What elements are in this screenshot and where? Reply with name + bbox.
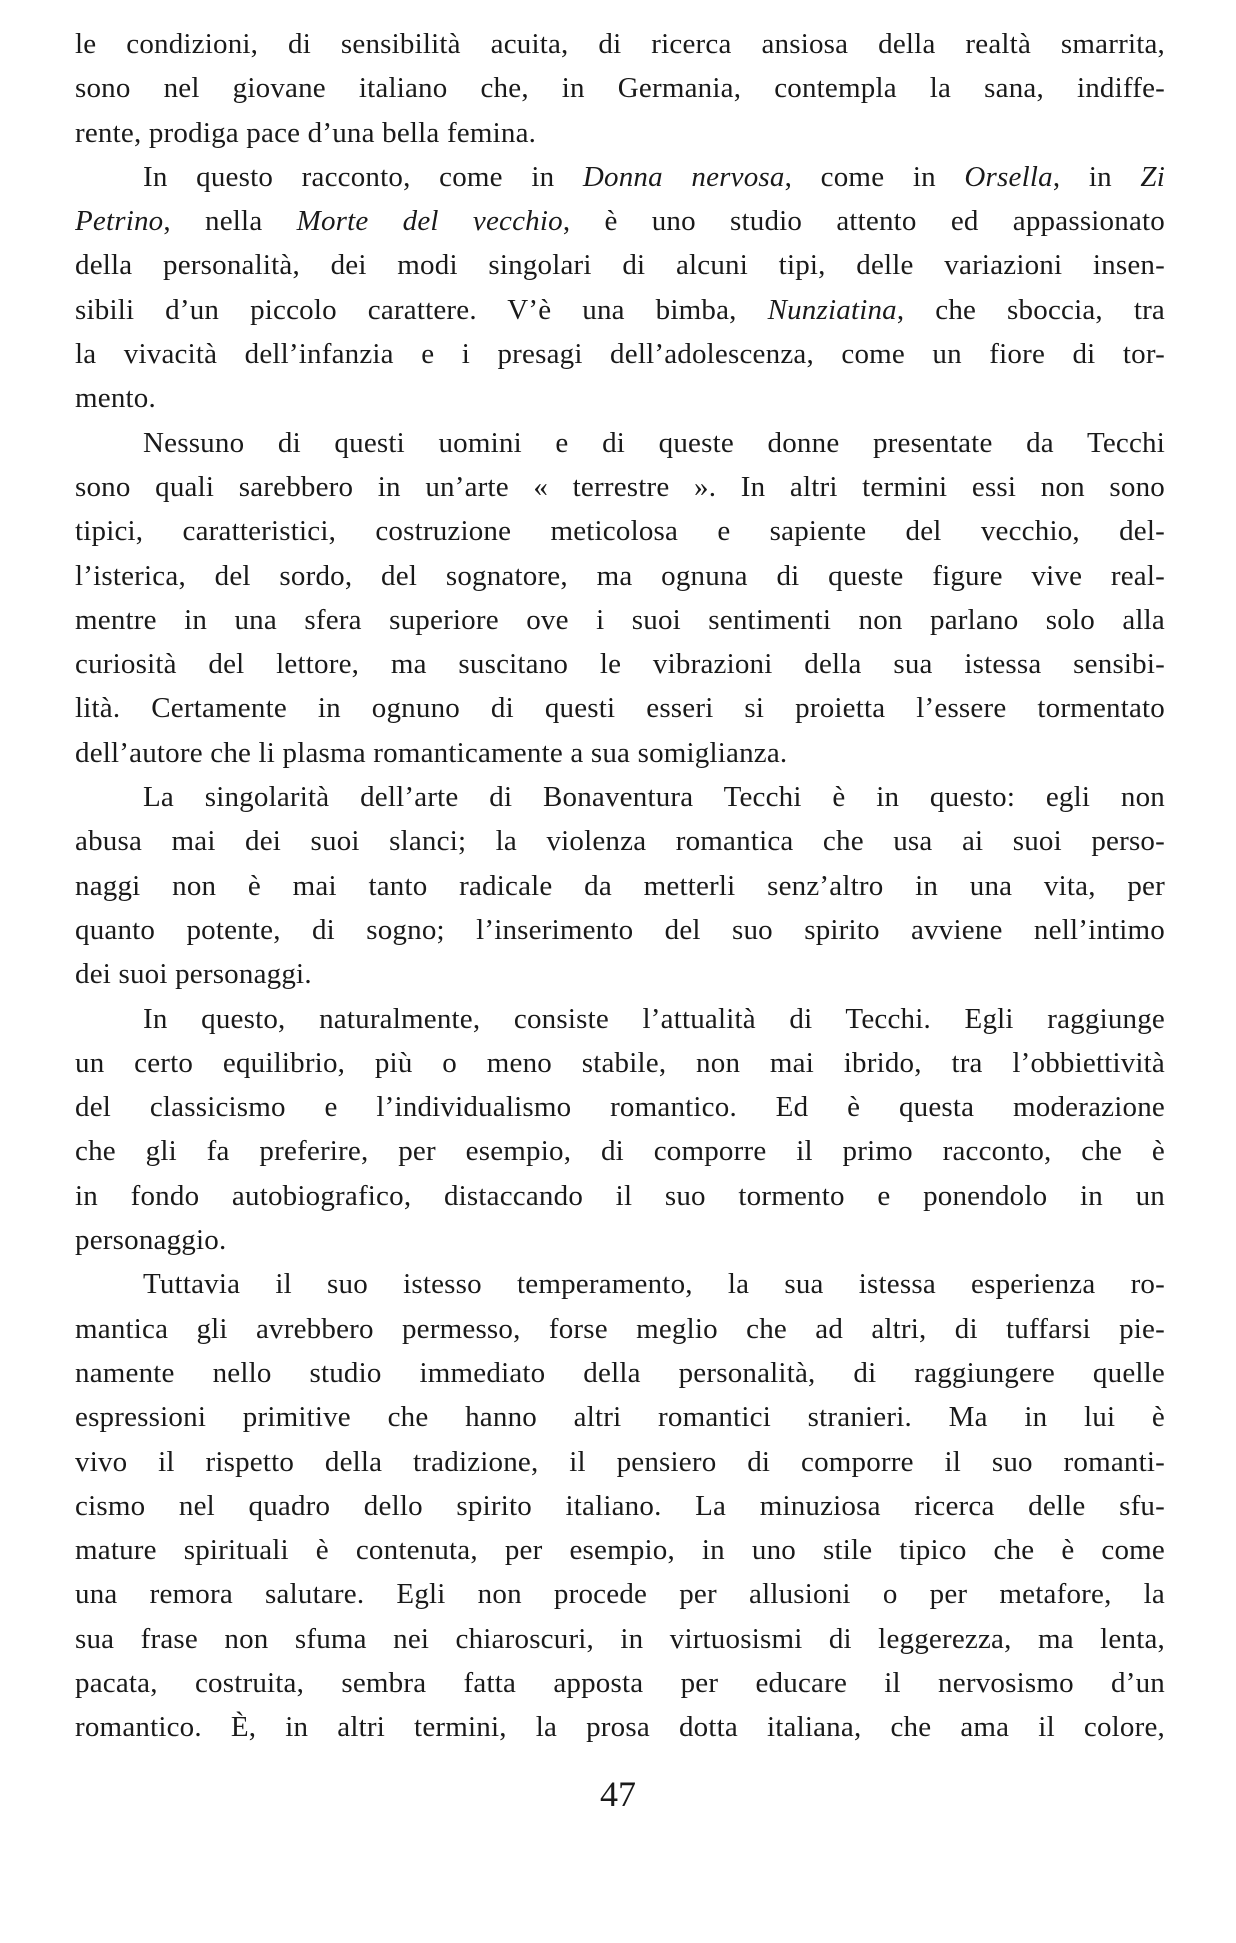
work-title: Petrino: [75, 205, 164, 238]
text-line: un certo equilibrio, più o meno stabile, non mai ibrido, tra l’obbiettività: [75, 1046, 1165, 1079]
text-run: , in: [1052, 160, 1141, 193]
text-line: abusa mai dei suoi slanci; la violenza romantica che usa ai suoi perso-: [75, 825, 1165, 858]
paragraph-4: [75, 775, 1165, 996]
text-line: cismo nel quadro dello spirito italiano. La minuziosa ricerca delle sfu-: [75, 1489, 1165, 1522]
text-run: In questo racconto, come in: [143, 160, 583, 193]
paragraph-1: [75, 22, 1165, 155]
text-line: vivo il rispetto della tradizione, il pensiero di comporre il suo romanti-: [75, 1445, 1165, 1478]
text-line: La singolarità dell’arte di Bonaventura Tecchi è in questo: egli non: [143, 781, 1165, 814]
text-line: le condizioni, di sensibilità acuita, di ricerca ansiosa della realtà smarrita,: [75, 28, 1165, 60]
text-run: , come in: [784, 160, 965, 193]
text-line: l’isterica, del sordo, del sognatore, ma ognuna di queste figure vive real-: [75, 559, 1165, 592]
paragraph-6: [75, 1262, 1165, 1749]
text-line: dell’autore che li plasma romanticamente a sua somiglianza.: [75, 736, 788, 769]
text-run: , è uno studio attento ed appassionato: [562, 205, 1165, 238]
work-title: Orsella: [964, 160, 1053, 193]
work-title: Morte del vecchio: [296, 205, 563, 238]
text-line: curiosità del lettore, ma suscitano le vibrazioni della sua istessa sensibi-: [75, 648, 1165, 681]
text-line: della personalità, dei modi singolari di alcuni tipi, delle variazioni insen-: [75, 249, 1165, 282]
text-line: [75, 288, 1165, 332]
text-line: [75, 199, 1165, 243]
text-run: sibili d’un piccolo carattere. V’è una bimba,: [75, 293, 768, 326]
text-line: che gli fa preferire, per esempio, di comporre il primo racconto, che è: [75, 1135, 1165, 1168]
text-line: sua frase non sfuma nei chiaroscuri, in virtuosismi di leggerezza, ma lenta,: [75, 1622, 1165, 1655]
text-line: mantica gli avrebbero permesso, forse meglio che ad altri, di tuffarsi pie-: [75, 1312, 1165, 1345]
text-line: la vivacità dell’infanzia e i presagi dell’adolescenza, come un fiore di tor-: [75, 338, 1165, 371]
text-line: quanto potente, di sogno; l’inserimento del suo spirito avviene nell’intimo: [75, 913, 1165, 946]
text-line: espressioni primitive che hanno altri romantici stranieri. Ma in lui è: [75, 1401, 1165, 1434]
text-line: personaggio.: [75, 1224, 227, 1257]
work-title: Nunziatina: [767, 293, 897, 326]
page-number: 47: [600, 1774, 636, 1814]
text-run: , che sboccia, tra: [896, 293, 1165, 326]
text-line: dei suoi personaggi.: [75, 958, 312, 991]
work-title: Zi: [1140, 160, 1165, 193]
body-text: [75, 22, 1165, 1750]
text-line: in fondo autobiografico, distaccando il suo tormento e ponendolo in un: [75, 1179, 1165, 1212]
text-line: pacata, costruita, sembra fatta apposta per educare il nervosismo d’un: [75, 1666, 1165, 1699]
text-line: romantico. È, in altri termini, la prosa dotta italiana, che ama il colore,: [75, 1711, 1165, 1744]
text-line: [75, 155, 1165, 199]
text-line: lità. Certamente in ognuno di questi esseri si proietta l’essere tormentato: [75, 692, 1165, 725]
paragraph-2: [75, 155, 1165, 421]
text-line: naggi non è mai tanto radicale da metterli senz’altro in una vita, per: [75, 869, 1165, 902]
text-run: , nella: [163, 205, 297, 238]
paragraph-3: [75, 421, 1165, 775]
text-line: Tuttavia il suo istesso temperamento, la sua istessa esperienza ro-: [143, 1268, 1165, 1301]
text-line: namente nello studio immediato della personalità, di raggiungere quelle: [75, 1356, 1165, 1389]
work-title: Donna nervosa: [582, 160, 785, 193]
text-line: rente, prodiga pace d’una bella femina.: [75, 116, 537, 149]
paragraph-5: [75, 997, 1165, 1263]
text-line: mentre in una sfera superiore ove i suoi sentimenti non parlano solo alla: [75, 603, 1165, 636]
text-line: sono quali sarebbero in un’arte « terrestre ». In altri termini essi non sono: [75, 470, 1165, 503]
text-line: una remora salutare. Egli non procede per allusioni o per metafore, la: [75, 1578, 1165, 1611]
text-line: mature spirituali è contenuta, per esempio, in uno stile tipico che è come: [75, 1534, 1165, 1567]
text-line: tipici, caratteristici, costruzione meticolosa e sapiente del vecchio, del-: [75, 515, 1165, 548]
text-line: del classicismo e l’individualismo romantico. Ed è questa moderazione: [75, 1091, 1165, 1124]
text-line: mento.: [75, 382, 156, 415]
text-line: sono nel giovane italiano che, in Germania, contempla la sana, indiffe-: [75, 72, 1165, 105]
text-line: Nessuno di questi uomini e di queste donne presentate da Tecchi: [143, 426, 1165, 459]
text-line: In questo, naturalmente, consiste l’attualità di Tecchi. Egli raggiunge: [143, 1002, 1165, 1035]
